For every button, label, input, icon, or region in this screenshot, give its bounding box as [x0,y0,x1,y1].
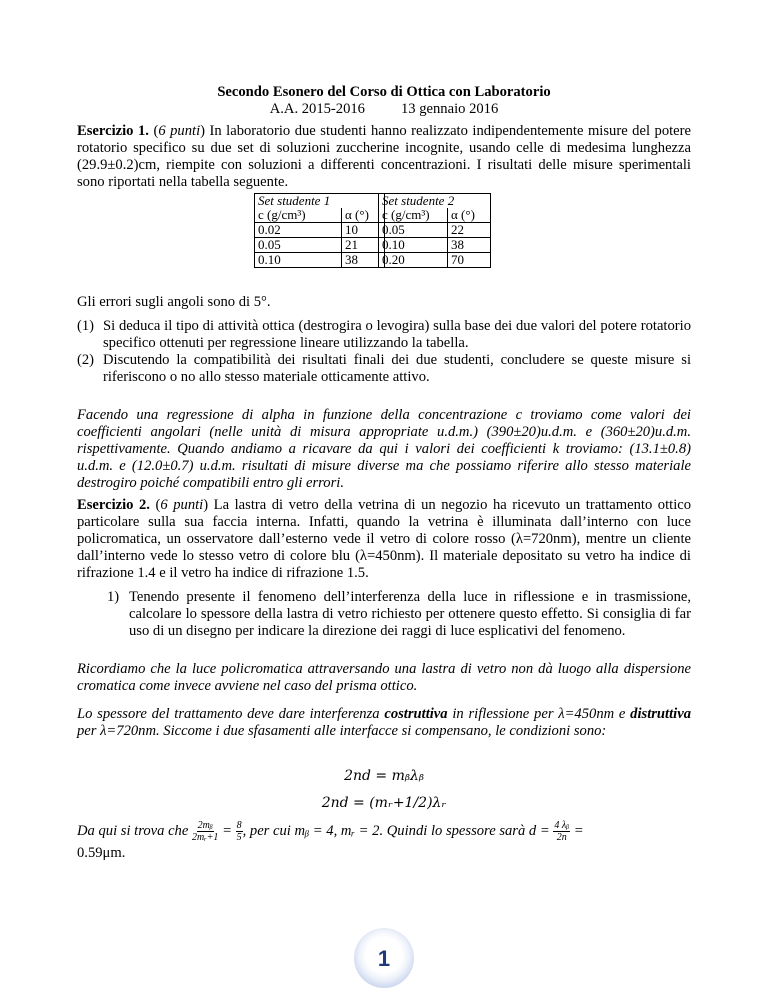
table-cell: 0.10 [379,238,448,253]
table-student-1 [254,193,385,268]
numerator: 2mᵦ [197,820,213,831]
equation-destructive: 2nd = (mᵣ+1/2)λᵣ [321,795,447,811]
equation-constructive: 2nd = mᵦλᵦ [344,768,424,784]
exercise-2-text: La lastra di vetro della vetrina di un negozio ha ricevuto un trattamento ottico particolare sulla sua faccia interna. Infatti, quando la vetrina è illuminata dall’interno con luce policromatica, un osservatore dall’esterno vede il vetro di colore rosso (λ=720nm), mentre un cliente dall’interno vede lo stesso vetro di colore blu (λ=450nm). Il materiale depositato su vetro ha indice di rifrazione 1.4 e il vetro ha indice di rifrazione 1.5. [77,497,692,581]
table-row [379,253,491,268]
question-text: Tenendo presente il fenomeno dell’interferenza della luce in riflessione e in trasmissione, calcolare lo spessore della lastra di vetro richiesto per ottenere questo effetto. Si consiglia di far uso di un disegno per indicare la direzione dei raggi di luce esplicativi del fenomeno. [129,589,691,639]
denominator: 2n [556,832,567,843]
numerator: 8 [236,820,242,831]
solution-emphasis: costruttiva [384,706,448,722]
table-cell: 38 [342,253,385,268]
table-1-header-c: c (g/cm³) [255,208,342,223]
table-1-header-alpha: α (°) [342,208,385,223]
fraction [192,820,218,843]
page-number-badge [354,928,414,988]
exercise-1-points: 6 punti [158,123,201,139]
question-number: (2) [77,352,95,368]
solution-text: Lo spessore del trattamento deve dare interferenza [77,706,385,722]
list-item [77,352,691,386]
table-2-header-alpha: α (°) [448,208,491,223]
fraction [236,820,243,843]
list-item [77,318,691,352]
table-student-2 [378,193,491,268]
table-cell: 22 [448,223,491,238]
academic-year: A.A. 2015-2016 [269,101,365,117]
numerator: 4 λᵦ [554,820,570,831]
table-1-title: Set studente 1 [255,194,385,209]
exercise-2-statement: Esercizio 2. (6 punti) La lastra di vetro della vetrina di un negozio ha ricevuto un trattamento ottico particolare sulla sua faccia interna. Infatti, quando la vetrina è illuminata dall’interno con luce policromatica, un osservatore dall’esterno vede il vetro di colore rosso (λ=720nm), mentre un cliente dall’interno vede lo stesso vetro di colore blu (λ=450nm). Il materiale depositato su vetro ha indice di rifrazione 1.4 e il vetro ha indice di rifrazione 1.5. [77,497,692,581]
exercise-1-solution: Facendo una regressione di alpha in funzione della concentrazione c troviamo come valori dei coefficienti angolari (nelle unità di misura appropriate u.d.m.) (390±20)u.d.m. e (360±20)u.d.m. rispettivamente. Quando andiamo a ricavare da qui i valori dei coefficienti k troviamo: (13.1±0.8) u.d.m. e (12.0±0.7) u.d.m. risultati di misure diverse ma che possiamo riferire allo stesso materiale destrogiro poiché compatibili entro gli errori. [77,407,691,491]
exercise-2-points: 6 punti [160,497,204,513]
solution-text: per λ=720nm. Siccome i due sfasamenti alle interfacce si compensano, le condizioni sono: [77,723,607,739]
exam-date: 13 gennaio 2016 [400,101,499,117]
table-cell: 0.10 [255,253,342,268]
table-cell: 0.20 [379,253,448,268]
table-cell: 38 [448,238,491,253]
table-cell: 70 [448,253,491,268]
solution-text: in riflessione per λ=450nm e [447,706,631,722]
exercise-1-text: In laboratorio due studenti hanno realizzato indipendentemente misure del potere rotatorio specifico su due set di soluzioni zuccherine incognite, usando celle di medesima lunghezza (29.9±0.2)cm, riempite con soluzioni a differenti concentrazioni. I risultati delle misure sperimentali sono riportati nella tabella seguente. [77,123,691,190]
table-row [255,223,385,238]
document-subtitle [0,101,768,118]
exercise-2-questions [107,589,691,640]
table-cell: 21 [342,238,385,253]
exercise-2-solution-1: Ricordiamo che la luce policromatica attraversando una lastra di vetro non dà luogo alla dispersione cromatica come invece avviene nel caso del prisma ottico. [77,661,691,694]
table-row [255,253,385,268]
page-number: 1 [377,945,391,971]
table-2-title: Set studente 2 [379,194,491,209]
table-2-header-c: c (g/cm³) [379,208,448,223]
exercise-1-questions [77,318,691,386]
table-cell: 0.05 [255,238,342,253]
question-text: Discutendo la compatibilità dei risultati finali dei due studenti, concludere se queste misure si riferiscono o no allo stesso materiale otticamente attivo. [103,352,691,385]
errors-note: Gli errori sugli angoli sono di 5°. [77,294,271,310]
table-row [379,238,491,253]
exercise-2-solution-2 [77,706,691,740]
question-text: Si deduca il tipo di attività ottica (destrogira o levogira) sulla base dei due valori del potere rotatorio specifico ottenuti per regressione lineare utilizzando la tabella. [103,318,691,351]
solution-text: Da qui si trova che [77,822,189,839]
document-title: Secondo Esonero del Corso di Ottica con Laboratorio [217,84,551,100]
table-row [255,238,385,253]
denominator: 5 [236,832,242,843]
table-cell: 0.02 [255,223,342,238]
final-result-value: 0.59μm. [77,845,126,861]
table-cell: 0.05 [379,223,448,238]
table-cell: 10 [342,223,385,238]
question-number: 1) [107,589,120,605]
question-number: (1) [77,318,95,334]
list-item [107,589,691,640]
table-row [379,223,491,238]
exercise-2-label: Esercizio 2. [77,497,150,513]
solution-text: , per cui mᵦ = 4, mᵣ = 2. Quindi lo spessore sarà d = [242,822,550,839]
denominator: 2mᵣ+1 [191,832,219,843]
final-result-line: Da qui si trova che $\frac{\text{2mᵦ}}{\text{2mᵣ+1}}$ = $\frac{8}{5}$ , per cui mᵦ = 4, mᵣ = 2. Quindi lo spessore sarà d = $\frac{\text{4 λᵦ}}{2n}$ = [77,820,584,843]
fraction [553,820,570,843]
exercise-1-label: Esercizio 1. [77,123,149,139]
solution-emphasis: distruttiva [630,706,691,722]
exercise-1-statement: Esercizio 1. (6 punti) In laboratorio due studenti hanno realizzato indipendentemente misure del potere rotatorio specifico su due set di soluzioni zuccherine incognite, usando celle di medesima lunghezza (29.9±0.2)cm, riempite con soluzioni a differenti concentrazioni. I risultati delle misure sperimentali sono riportati nella tabella seguente. [77,123,691,190]
